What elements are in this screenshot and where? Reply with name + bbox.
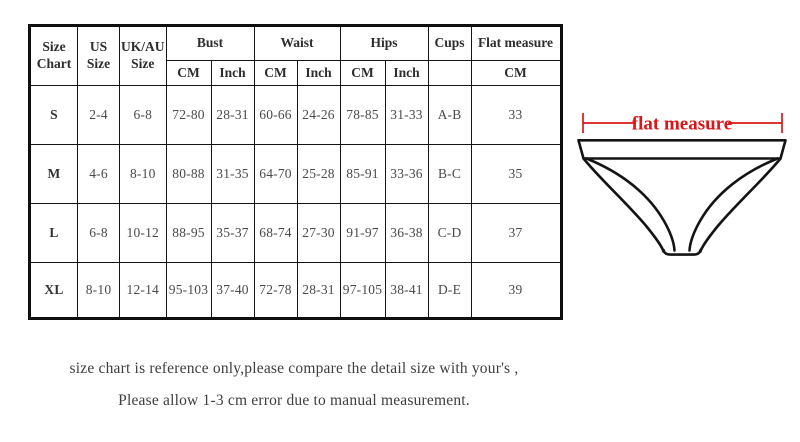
unit-header-waist-cm: CM [254,61,297,86]
cell-bust-cm: 80-88 [166,145,211,204]
cell-uk-au-size: 8-10 [120,145,167,204]
cell-cups: A-B [428,86,471,145]
table-row-l [30,204,562,263]
cell-hips-inch: 31-33 [385,86,428,145]
col-header-cups: Cups [428,26,471,61]
cell-waist-cm: 64-70 [254,145,297,204]
unit-header-hips-inch: Inch [385,61,428,86]
cell-bust-cm: 72-80 [166,86,211,145]
cell-cups: B-C [428,145,471,204]
footnote-measurement-error: Please allow 1-3 cm error due to manual measurement. [118,392,470,409]
flat-measure-label: flat measure [631,113,733,135]
col-header-waist: Waist [254,26,340,61]
cell-us-size: 2-4 [78,86,120,145]
cell-bust-inch: 28-31 [211,86,254,145]
footnote-reference-only: size chart is reference only,please compare the detail size with your's , [69,360,519,377]
cell-flat-measure: 35 [471,145,561,204]
flat-measure-diagram [558,98,800,270]
cell-hips-cm: 85-91 [340,145,385,204]
cell-bust-inch: 37-40 [211,263,254,319]
cell-uk-au-size: 10-12 [120,204,167,263]
cell-flat-measure: 37 [471,204,561,263]
cell-hips-cm: 97-105 [340,263,385,319]
table-row-m [30,145,562,204]
header-row-groups [30,26,562,61]
cell-bust-cm: 95-103 [166,263,211,319]
cell-us-size: 6-8 [78,204,120,263]
cell-waist-inch: 24-26 [297,86,340,145]
col-header-bust: Bust [166,26,254,61]
table-row-xl [30,263,562,319]
panty-outline-icon [579,140,786,254]
cell-waist-cm: 60-66 [254,86,297,145]
unit-header-flat-cm: CM [471,61,561,86]
cell-size: XL [30,263,78,319]
col-header-size-chart: Size Chart [30,26,78,86]
cell-waist-inch: 28-31 [297,263,340,319]
cell-hips-inch: 33-36 [385,145,428,204]
cell-size: L [30,204,78,263]
col-header-flat-measure: Flat measure [471,26,561,61]
cell-hips-cm: 91-97 [340,204,385,263]
cell-size: M [30,145,78,204]
size-chart-table [28,24,563,320]
cell-hips-inch: 36-38 [385,204,428,263]
cell-us-size: 8-10 [78,263,120,319]
cell-waist-cm: 68-74 [254,204,297,263]
cell-waist-cm: 72-78 [254,263,297,319]
cell-hips-inch: 38-41 [385,263,428,319]
unit-header-waist-inch: Inch [297,61,340,86]
cell-bust-cm: 88-95 [166,204,211,263]
cell-bust-inch: 35-37 [211,204,254,263]
cell-us-size: 4-6 [78,145,120,204]
cell-uk-au-size: 12-14 [120,263,167,319]
cell-bust-inch: 31-35 [211,145,254,204]
cell-flat-measure: 33 [471,86,561,145]
unit-header-bust-cm: CM [166,61,211,86]
unit-header-bust-inch: Inch [211,61,254,86]
cell-size: S [30,86,78,145]
cell-cups: D-E [428,263,471,319]
cell-flat-measure: 39 [471,263,561,319]
cell-hips-cm: 78-85 [340,86,385,145]
cell-waist-inch: 27-30 [297,204,340,263]
unit-header-cups-empty [428,61,471,86]
col-header-uk-au-size: UK/AU Size [120,26,167,86]
table-row-s [30,86,562,145]
cell-waist-inch: 25-28 [297,145,340,204]
unit-header-hips-cm: CM [340,61,385,86]
cell-uk-au-size: 6-8 [120,86,167,145]
cell-cups: C-D [428,204,471,263]
col-header-us-size: US Size [78,26,120,86]
col-header-hips: Hips [340,26,428,61]
